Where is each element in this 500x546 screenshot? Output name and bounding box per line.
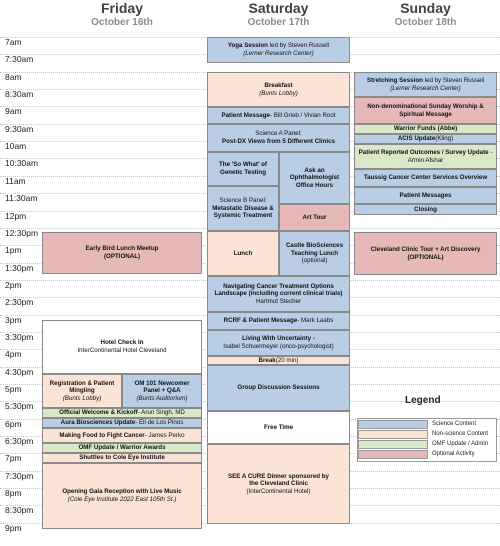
event-title: Stretching Session <box>366 76 423 84</box>
time-label: 6pm <box>5 419 22 429</box>
event-registration[interactable] <box>42 374 122 408</box>
event-title: Breakfast <box>264 81 293 89</box>
event-shuttles[interactable] <box>42 453 202 463</box>
time-label: 10am <box>5 141 27 151</box>
event-location: (Bunts Auditorium) <box>136 394 188 402</box>
legend-swatch-optional <box>358 450 428 459</box>
event-warrior-funds[interactable] <box>354 124 497 134</box>
event-taussig-overview[interactable] <box>354 169 497 187</box>
event-title: Science B Panel: <box>219 197 267 205</box>
event-free-time[interactable] <box>207 411 350 444</box>
time-label: 8am <box>5 72 22 82</box>
event-subtitle: Post-DX Views from 5 Different Clinics <box>221 138 335 145</box>
event-closing[interactable] <box>354 204 497 215</box>
event-acis-update[interactable] <box>354 134 497 144</box>
event-location: (Cole Eye Institute 2022 East 105th St.) <box>67 496 177 503</box>
time-label: 8:30am <box>5 89 34 99</box>
event-location: (InterContinental Hotel) <box>246 487 311 495</box>
event-living-uncertainty[interactable] <box>207 330 350 356</box>
event-title: Registration & Patient <box>49 379 115 387</box>
event-title: Cleveland Clinic Tour + Art Discovery <box>370 245 481 253</box>
time-label: 11am <box>5 176 26 186</box>
time-label: 10:30am <box>5 158 39 168</box>
event-speaker: - Mark Laabs <box>297 317 334 325</box>
event-title-2: Spiritual Message <box>399 110 452 118</box>
day-date: October 17th <box>247 17 310 28</box>
event-speaker: - Bill Grieb / Vivian Root <box>269 111 336 119</box>
event-title-2: Mingling <box>69 387 95 395</box>
event-title: Castle BioSciences <box>285 242 344 250</box>
legend-label-non-science: Non-science Content <box>432 431 489 437</box>
event-location: InterContinental Hotel Cleveland <box>77 347 167 354</box>
event-title: Patient Message <box>221 111 270 119</box>
event-title-3: Office Hours <box>295 181 334 189</box>
event-title: Official Welcome & Kickoff <box>59 409 138 417</box>
event-title-2: Landscape (including current clinical trials) <box>214 290 343 298</box>
event-patient-messages[interactable] <box>354 187 497 204</box>
time-label: 7am <box>5 37 22 47</box>
event-duration: (20 min) <box>275 356 299 364</box>
event-title-2: Ophthalmologist <box>289 174 340 182</box>
day-date: October 16th <box>91 17 153 28</box>
event-breakfast[interactable] <box>207 72 350 107</box>
event-so-what-genetic[interactable] <box>207 152 279 186</box>
event-early-bird-lunch[interactable] <box>42 232 202 274</box>
legend-label-science: Science Content <box>432 421 477 427</box>
event-title: Shuttles to Cole Eye Institute <box>79 454 165 462</box>
event-title: Group Discussion Sessions <box>237 384 320 392</box>
time-label: 7:30am <box>5 54 34 64</box>
day-name: Friday <box>100 0 143 16</box>
day-date: October 18th <box>394 17 457 28</box>
event-title: RCRF & Patient Message <box>223 317 298 325</box>
legend-swatch-science <box>358 420 428 429</box>
time-label: 12pm <box>5 211 27 221</box>
event-title: Taussig Cancer Center Services Overview <box>363 174 488 182</box>
event-opening-gala[interactable] <box>42 463 202 529</box>
event-subtitle-2: Systemic Treatment <box>213 212 273 220</box>
time-label: 6:30pm <box>5 436 34 446</box>
sunday-header <box>354 0 497 29</box>
event-title: Warrior Funds (Abbe) <box>393 125 458 133</box>
time-label: 3:30pm <box>5 332 34 342</box>
legend-label-omf: OMF Update / Admin <box>432 441 489 447</box>
event-speaker: - Eli de Los Pinos <box>135 419 184 427</box>
time-label: 1pm <box>5 245 22 255</box>
event-title: Break <box>258 356 276 364</box>
event-title: Lunch <box>233 249 253 257</box>
day-name: Saturday <box>248 0 309 16</box>
time-label: 5pm <box>5 384 22 394</box>
event-omf-update[interactable] <box>42 443 202 453</box>
day-name: Sunday <box>400 0 451 16</box>
event-welcome-kickoff[interactable] <box>42 408 202 418</box>
event-title: Non-denominational Sunday Worship & <box>367 102 484 110</box>
saturday-header <box>207 0 350 29</box>
event-group-discussion[interactable] <box>207 365 350 411</box>
event-title: Science A Panel: <box>255 130 302 138</box>
time-label: 9:30am <box>5 124 34 134</box>
event-castle-biosciences[interactable] <box>279 231 350 276</box>
event-food-fight-cancer[interactable] <box>42 428 202 443</box>
event-title: Aura Biosciences Update <box>60 419 136 427</box>
event-navigating-treatment[interactable] <box>207 276 350 312</box>
event-title: Closing <box>414 205 437 213</box>
event-worship[interactable] <box>354 97 497 124</box>
event-title: Opening Gala Reception with Live Music <box>62 488 182 496</box>
time-label: 5:30pm <box>5 401 34 411</box>
event-title: Art Tour <box>302 213 327 221</box>
event-location: (Lerner Research Center) <box>243 50 314 57</box>
event-om101-panel[interactable] <box>122 374 202 408</box>
event-lunch[interactable] <box>207 231 279 276</box>
event-title: ACIS Update <box>397 135 436 143</box>
time-label: 1:30pm <box>5 263 34 273</box>
event-aura-update[interactable] <box>42 418 202 428</box>
event-title-2: Teaching Lunch <box>291 249 338 257</box>
event-title: OM 101 Newcomer <box>134 379 190 387</box>
event-title: Patient Reported Outcomes / Survey Update <box>358 148 489 156</box>
time-label: 8:30pm <box>5 505 34 515</box>
event-location: (Bunts Lobby) <box>62 394 102 402</box>
event-speaker: led by Steven Russell <box>422 76 485 84</box>
event-title: Making Food to Fight Cancer <box>59 431 145 439</box>
event-title: OMF Update / Warrior Awards <box>78 444 166 452</box>
time-label: 8pm <box>5 488 22 498</box>
event-science-b-panel[interactable] <box>207 186 279 231</box>
event-clinic-tour[interactable] <box>354 232 497 275</box>
time-label: 3pm <box>5 315 22 325</box>
friday-header <box>42 0 202 29</box>
time-label: 7:30pm <box>5 471 34 481</box>
event-title: Hotel Check In <box>100 339 144 347</box>
legend-swatch-omf <box>358 440 428 449</box>
event-hotel-check-in[interactable] <box>42 320 202 374</box>
time-label: 11:30am <box>5 193 38 203</box>
event-note: (optional) <box>301 257 328 265</box>
legend-label-optional: Optional Activity <box>432 451 475 457</box>
event-patient-outcomes[interactable] <box>354 144 497 169</box>
event-speaker: (Kling) <box>435 135 454 143</box>
event-stretching[interactable] <box>354 72 497 97</box>
event-note: (OPTIONAL) <box>407 253 444 261</box>
event-speaker: Armin Afshar <box>407 156 444 164</box>
event-title: Early Bird Lunch Meetup <box>85 245 159 253</box>
legend <box>357 418 497 462</box>
time-label: 9pm <box>5 523 22 533</box>
legend-swatch-non-science <box>358 430 428 439</box>
time-label: 4pm <box>5 349 22 359</box>
time-label: 2pm <box>5 280 22 290</box>
event-science-a-panel[interactable] <box>207 124 350 152</box>
event-title: The 'So What' of <box>219 161 267 169</box>
event-art-tour[interactable] <box>279 204 350 231</box>
event-title-2: Genetic Testing <box>220 169 266 176</box>
event-ask-ophthalmologist[interactable] <box>279 152 350 204</box>
event-location: (Lerner Research Center) <box>390 84 461 92</box>
event-speaker: - Arun Singh, MD <box>137 409 185 417</box>
event-title: SEE A CURE Dinner sponsored by <box>228 472 329 480</box>
time-label: 7pm <box>5 453 22 463</box>
time-label: 4:30pm <box>5 367 34 377</box>
event-title-2: Panel + Q&A <box>143 387 181 395</box>
event-title: Patient Messages <box>399 191 452 199</box>
event-break[interactable] <box>207 356 350 365</box>
event-title: Ask an <box>304 166 325 174</box>
event-speaker: Isabel Schuermeyer (onco-psychologist) <box>223 343 334 350</box>
event-title: Free Time <box>263 423 294 431</box>
event-title: Yoga Session <box>227 42 268 50</box>
legend-title: Legend <box>405 395 441 406</box>
time-label: 9am <box>5 106 22 116</box>
event-title: Living With Uncertainty - <box>242 335 315 343</box>
event-speaker: - James Perko <box>144 431 185 439</box>
event-yoga[interactable] <box>207 37 350 63</box>
time-label: 12:30pm <box>5 228 39 238</box>
event-note: (OPTIONAL) <box>103 253 141 260</box>
event-title: Navigating Cancer Treatment Options <box>223 282 334 290</box>
event-title-2: the Cleveland Clinic <box>249 480 308 488</box>
time-label: 2:30pm <box>5 297 34 307</box>
event-rcrf-message[interactable] <box>207 312 350 330</box>
event-speaker: Hartmut Stecher <box>255 297 302 305</box>
event-subtitle: Metastatic Disease & <box>212 204 274 212</box>
event-speaker: led by Steven Russell <box>267 42 330 50</box>
event-location: (Bunts Lobby) <box>259 89 298 97</box>
event-dash: - <box>488 148 493 156</box>
event-patient-message[interactable] <box>207 107 350 124</box>
event-see-a-cure-dinner[interactable] <box>207 444 350 524</box>
